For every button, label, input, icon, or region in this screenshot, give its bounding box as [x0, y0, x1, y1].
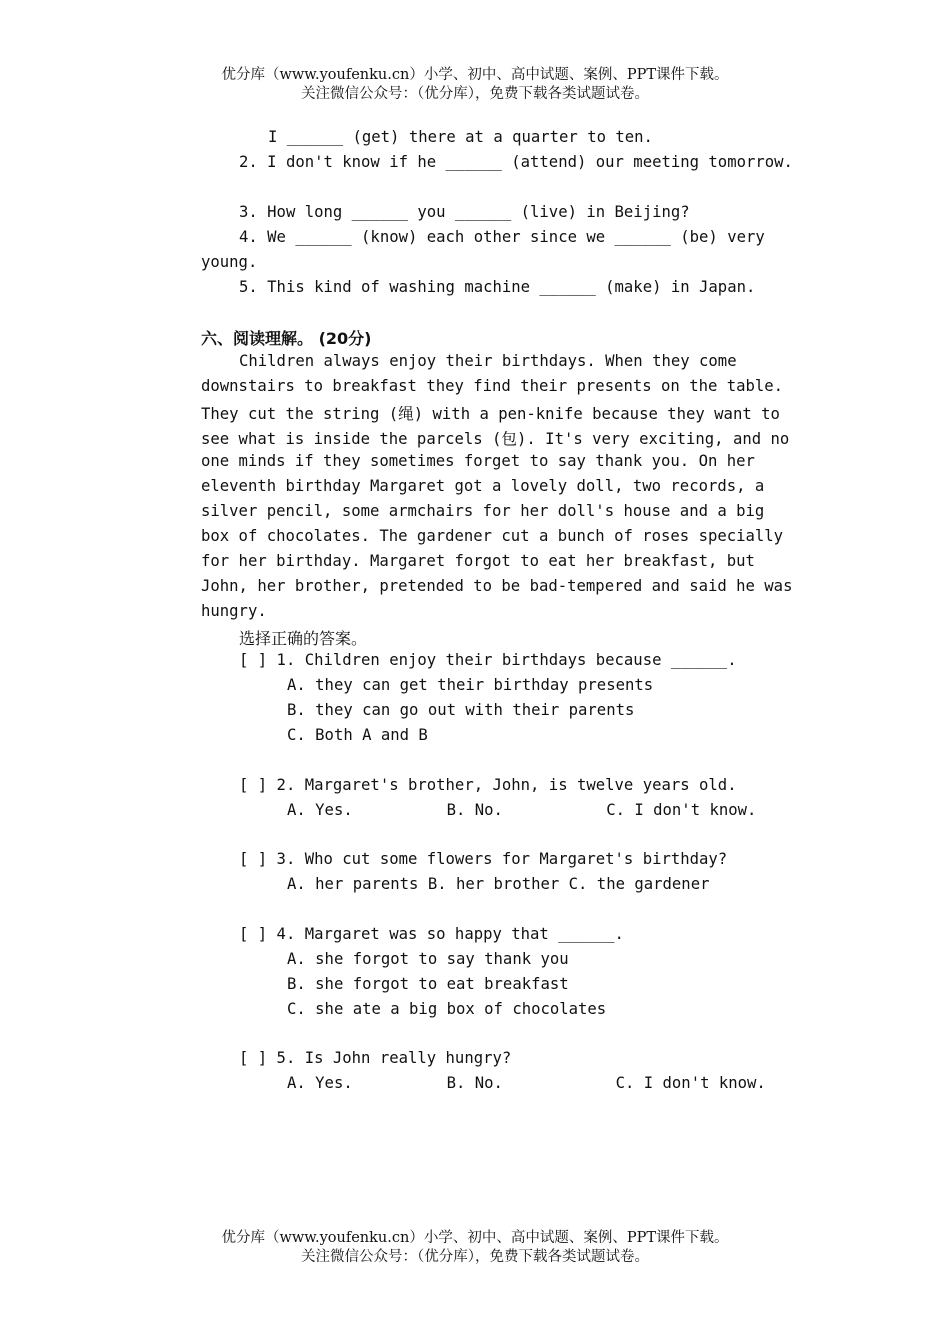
passage-line: see what is inside the parcels (包). It's very exciting, and no	[201, 430, 790, 448]
page-header	[0, 66, 950, 104]
question-4-line-2: young.	[201, 253, 258, 271]
footer-line-2: 关注微信公众号：（优分库），免费下载各类试题试卷。	[301, 1249, 649, 1265]
answer-option: B. they can go out with their parents	[287, 701, 635, 719]
question-stem: [ ] 1. Children enjoy their birthdays because ______.	[239, 651, 737, 669]
answer-option: A. her parents B. her brother C. the gardener	[287, 875, 710, 893]
section-heading: 六、阅读理解。 (20分)	[201, 329, 372, 348]
question-3: 3. How long ______ you ______ (live) in Beijing?	[239, 203, 690, 221]
question-1-continued: I ______ (get) there at a quarter to ten.	[268, 128, 653, 146]
question-2: 2. I don't know if he ______ (attend) our meeting tomorrow.	[239, 153, 793, 171]
passage-line: hungry.	[201, 602, 267, 620]
header-line-1: 优分库（www.youfenku.cn）小学、初中、高中试题、案例、PPT课件下载。	[221, 67, 729, 83]
passage-line: John, her brother, pretended to be bad-tempered and said he was	[201, 577, 793, 595]
passage-line: silver pencil, some armchairs for her doll's house and a big	[201, 502, 765, 520]
passage-line: downstairs to breakfast they find their presents on the table.	[201, 377, 784, 395]
passage-line: They cut the string (绳) with a pen-knife because they want to	[201, 405, 780, 423]
question-stem: [ ] 3. Who cut some flowers for Margaret's birthday?	[239, 850, 728, 868]
answer-option: B. she forgot to eat breakfast	[287, 975, 569, 993]
passage-line: box of chocolates. The gardener cut a bunch of roses specially	[201, 527, 784, 545]
passage-line: Children always enjoy their birthdays. When they come	[239, 352, 737, 370]
passage-line: eleventh birthday Margaret got a lovely doll, two records, a	[201, 477, 765, 495]
answer-option: A. she forgot to say thank you	[287, 950, 569, 968]
page-footer	[0, 1229, 950, 1267]
footer-line-1: 优分库（www.youfenku.cn）小学、初中、高中试题、案例、PPT课件下载。	[221, 1230, 729, 1246]
answer-option: C. Both A and B	[287, 726, 428, 744]
answer-option: C. she ate a big box of chocolates	[287, 1000, 607, 1018]
question-5: 5. This kind of washing machine ______ (make) in Japan.	[239, 278, 756, 296]
question-stem: [ ] 2. Margaret's brother, John, is twelve years old.	[239, 776, 737, 794]
question-stem: [ ] 5. Is John really hungry?	[239, 1049, 512, 1067]
instruction: 选择正确的答案。	[239, 629, 368, 648]
question-stem: [ ] 4. Margaret was so happy that ______.	[239, 925, 624, 943]
answer-option: A. they can get their birthday presents	[287, 676, 654, 694]
header-line-2: 关注微信公众号：（优分库），免费下载各类试题试卷。	[301, 86, 649, 102]
answer-option: A. Yes. B. No. C. I don't know.	[287, 1074, 766, 1092]
passage-line: one minds if they sometimes forget to say thank you. On her	[201, 452, 755, 470]
answer-option: A. Yes. B. No. C. I don't know.	[287, 801, 757, 819]
passage-line: for her birthday. Margaret forgot to eat her breakfast, but	[201, 552, 755, 570]
question-4-line-1: 4. We ______ (know) each other since we ______ (be) very	[239, 228, 765, 246]
